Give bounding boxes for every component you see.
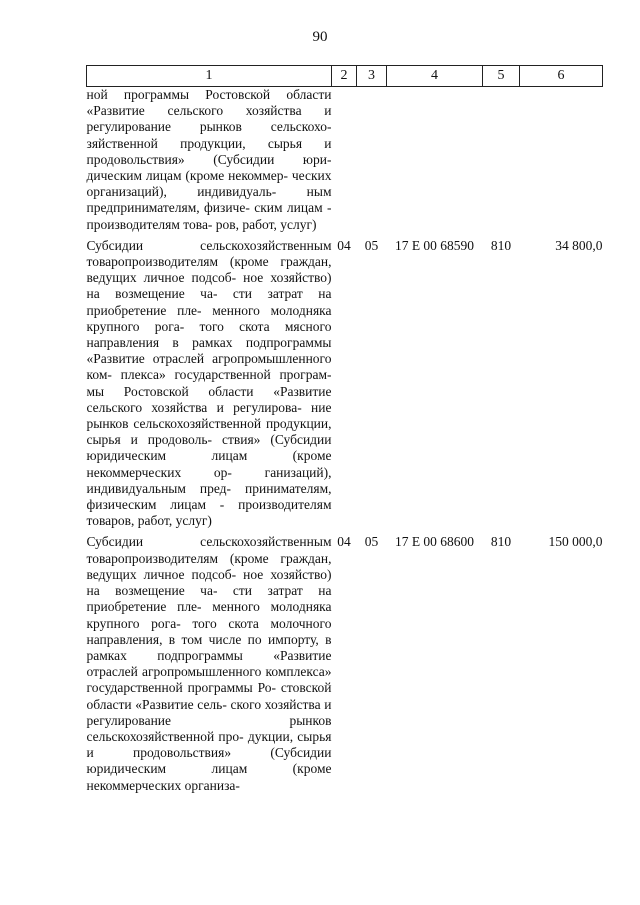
row-description: Субсидии сельскохозяйственным товаропроизводителям (кроме граждан, ведущих личное подсоб- ное хозяйство) на возмещение ча- сти затрат на приобретение пле- менного молодняка крупного рога- того скота мясного направления в рамках подпрограммы «Развитие отраслей агропромышленного ком- плекса» государственной програм- мы Ростовской области «Развитие сельского хозяйства и регулирова- ние рынков сельскохозяйственной продукции, сырья и продоволь- ствия» (Субсидии юридическим лицам (кроме некоммерческих ор- ганизаций), индивидуальным пред- принимателям, физическим лицам - производителям товаров, работ, услуг) bbox=[86, 237, 332, 529]
row-amount: 150 000,0 bbox=[548, 534, 603, 550]
page-number: 90 bbox=[312, 29, 328, 45]
header-col-2: 2 bbox=[332, 66, 357, 87]
header-col-6: 6 bbox=[520, 66, 603, 87]
row-expense-type: 810 bbox=[490, 237, 512, 253]
row-description: Субсидии сельскохозяйственным товаропроизводителям (кроме граждан, ведущих личное подсоб- ное хозяйство) на возмещение ча- сти затрат на приобретение пле- менного молодняка крупного рога- того скота молочного направления, в том числе по импорту, в рамках подпрограммы «Развитие отраслей агропромышленного комплекса» государственной программы Ро- стовской области «Развитие сель- ского хозяйства и регулирование рынков сельскохозяйственной про- дукции, сырья и продовольствия» (Субсидии юридическим лицам (кроме некоммерческих организа- bbox=[86, 534, 332, 793]
row-section bbox=[332, 87, 357, 233]
row-amount: 34 800,0 bbox=[555, 237, 603, 253]
row-expense-type: 810 bbox=[490, 534, 512, 550]
header-col-1: 1 bbox=[87, 66, 332, 87]
row-subsection: 05 bbox=[364, 534, 379, 550]
row-section: 04 bbox=[337, 237, 351, 253]
row-amount bbox=[520, 87, 603, 233]
row-section: 04 bbox=[337, 534, 351, 550]
table-row bbox=[87, 233, 603, 530]
table-row bbox=[87, 529, 603, 793]
row-target-article: 17 Е 00 68600 bbox=[394, 534, 475, 550]
header-col-5: 5 bbox=[483, 66, 520, 87]
row-expense-type bbox=[483, 87, 520, 233]
row-target-article: 17 Е 00 68590 bbox=[394, 237, 475, 253]
row-subsection bbox=[357, 87, 387, 233]
row-description: ной программы Ростовской области «Развитие сельского хозяйства и регулирование рынков сельскохо- зяйственной продукции, сырья и продовольствия» (Субсидии юри- дическим лицам (кроме некоммер- ческих организаций), индивидуаль- ным предпринимателям, физиче- ским лицам - производителям това- ров, работ, услуг) bbox=[86, 87, 332, 232]
row-target-article bbox=[387, 87, 483, 233]
budget-table bbox=[86, 65, 603, 794]
header-col-4: 4 bbox=[387, 66, 483, 87]
table-header-row bbox=[87, 66, 603, 87]
header-col-3: 3 bbox=[357, 66, 387, 87]
table-row bbox=[87, 87, 603, 233]
row-subsection: 05 bbox=[364, 237, 379, 253]
